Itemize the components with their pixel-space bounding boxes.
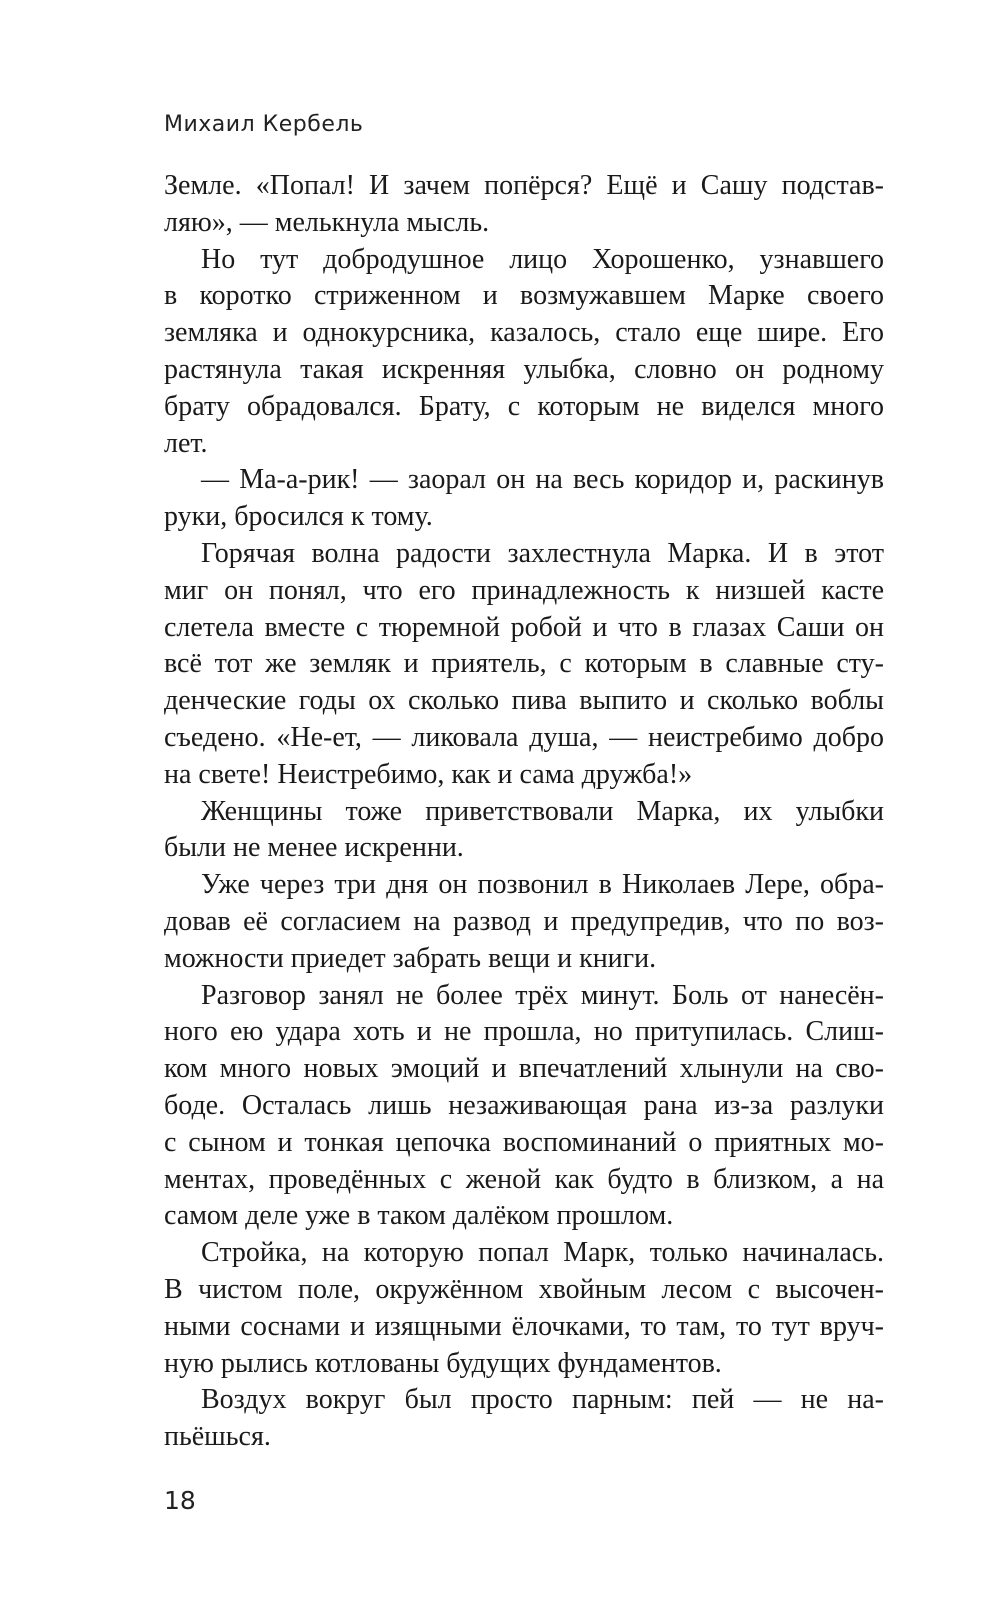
- text-line: Разговор занял не более трёх минут. Боль от нанесён-: [201, 979, 884, 1011]
- text-line: довав её согласием на развод и предупредив, что по воз-: [164, 905, 884, 937]
- text-line: ментах, проведённых с женой как будто в близком, а на: [164, 1163, 884, 1195]
- text-line: земляка и однокурсника, казалось, стало еще шире. Его: [164, 317, 884, 349]
- text-line: пьёшься.: [164, 1421, 271, 1453]
- text-line: можности приедет забрать вещи и книги.: [164, 942, 657, 974]
- text-line: Стройка, на которую попал Марк, только начиналась.: [201, 1237, 884, 1269]
- text-line: в коротко стриженном и возмужавшем Марке своего: [164, 280, 884, 312]
- text-line: Уже через три дня он позвонил в Николаев Лере, обра-: [201, 869, 884, 901]
- text-line: ляю», — мелькнула мысль.: [164, 206, 490, 238]
- running-head-author: Михаил Кербель: [164, 112, 364, 137]
- text-line: Земле. «Попал! И зачем попёрся? Ещё и Сашу подстав-: [164, 170, 884, 201]
- text-line: — Ма-а-рик! — заорал он на весь коридор и, раскинув: [201, 464, 884, 496]
- text-line: ную рылись котлованы будущих фундаментов.: [164, 1347, 722, 1379]
- text-line: с сыном и тонкая цепочка воспоминаний о приятных мо-: [164, 1126, 884, 1158]
- text-line: на свете! Неистребимо, как и сама дружба!»: [164, 758, 693, 790]
- text-line: ком много новых эмоций и впечатлений хлынули на сво-: [164, 1053, 884, 1085]
- text-line: руки, бросился к тому.: [164, 501, 433, 533]
- body-text: [164, 168, 884, 1456]
- text-line: ными соснами и изящными ёлочками, то там, то тут вруч-: [164, 1310, 884, 1342]
- text-line: лет.: [164, 427, 208, 459]
- text-line: съедено. «Не-ет, — ликовала душа, — неистребимо добро: [164, 721, 884, 753]
- text-line: Горячая волна радости захлестнула Марка. И в этот: [201, 537, 884, 569]
- text-line: Женщины тоже приветствовали Марка, их улыбки: [201, 795, 884, 827]
- text-line: боде. Осталась лишь незаживающая рана из-за разлуки: [164, 1089, 884, 1121]
- text-line: слетела вместе с тюремной робой и что в глазах Саши он: [164, 611, 884, 643]
- page-number: 18: [164, 1486, 196, 1515]
- text-line: всё тот же земляк и приятель, с которым в славные сту-: [164, 648, 884, 680]
- text-line: ного ею удара хоть и не прошла, но притупилась. Слиш-: [164, 1016, 884, 1048]
- text-line: самом деле уже в таком далёком прошлом.: [164, 1200, 674, 1232]
- text-line: В чистом поле, окружённом хвойным лесом с высочен-: [164, 1273, 884, 1305]
- text-line: были не менее искренни.: [164, 832, 464, 864]
- text-line: миг он понял, что его принадлежность к низшей касте: [164, 574, 884, 606]
- text-line: Воздух вокруг был просто парным: пей — не на-: [201, 1384, 884, 1416]
- text-line: брату обрадовался. Брату, с которым не виделся много: [164, 390, 884, 422]
- text-line: растянула такая искренняя улыбка, словно он родному: [164, 353, 884, 385]
- text-line: денческие годы ох сколько пива выпито и сколько воблы: [164, 685, 884, 717]
- text-line: Но тут добродушное лицо Хорошенко, узнавшего: [201, 243, 884, 275]
